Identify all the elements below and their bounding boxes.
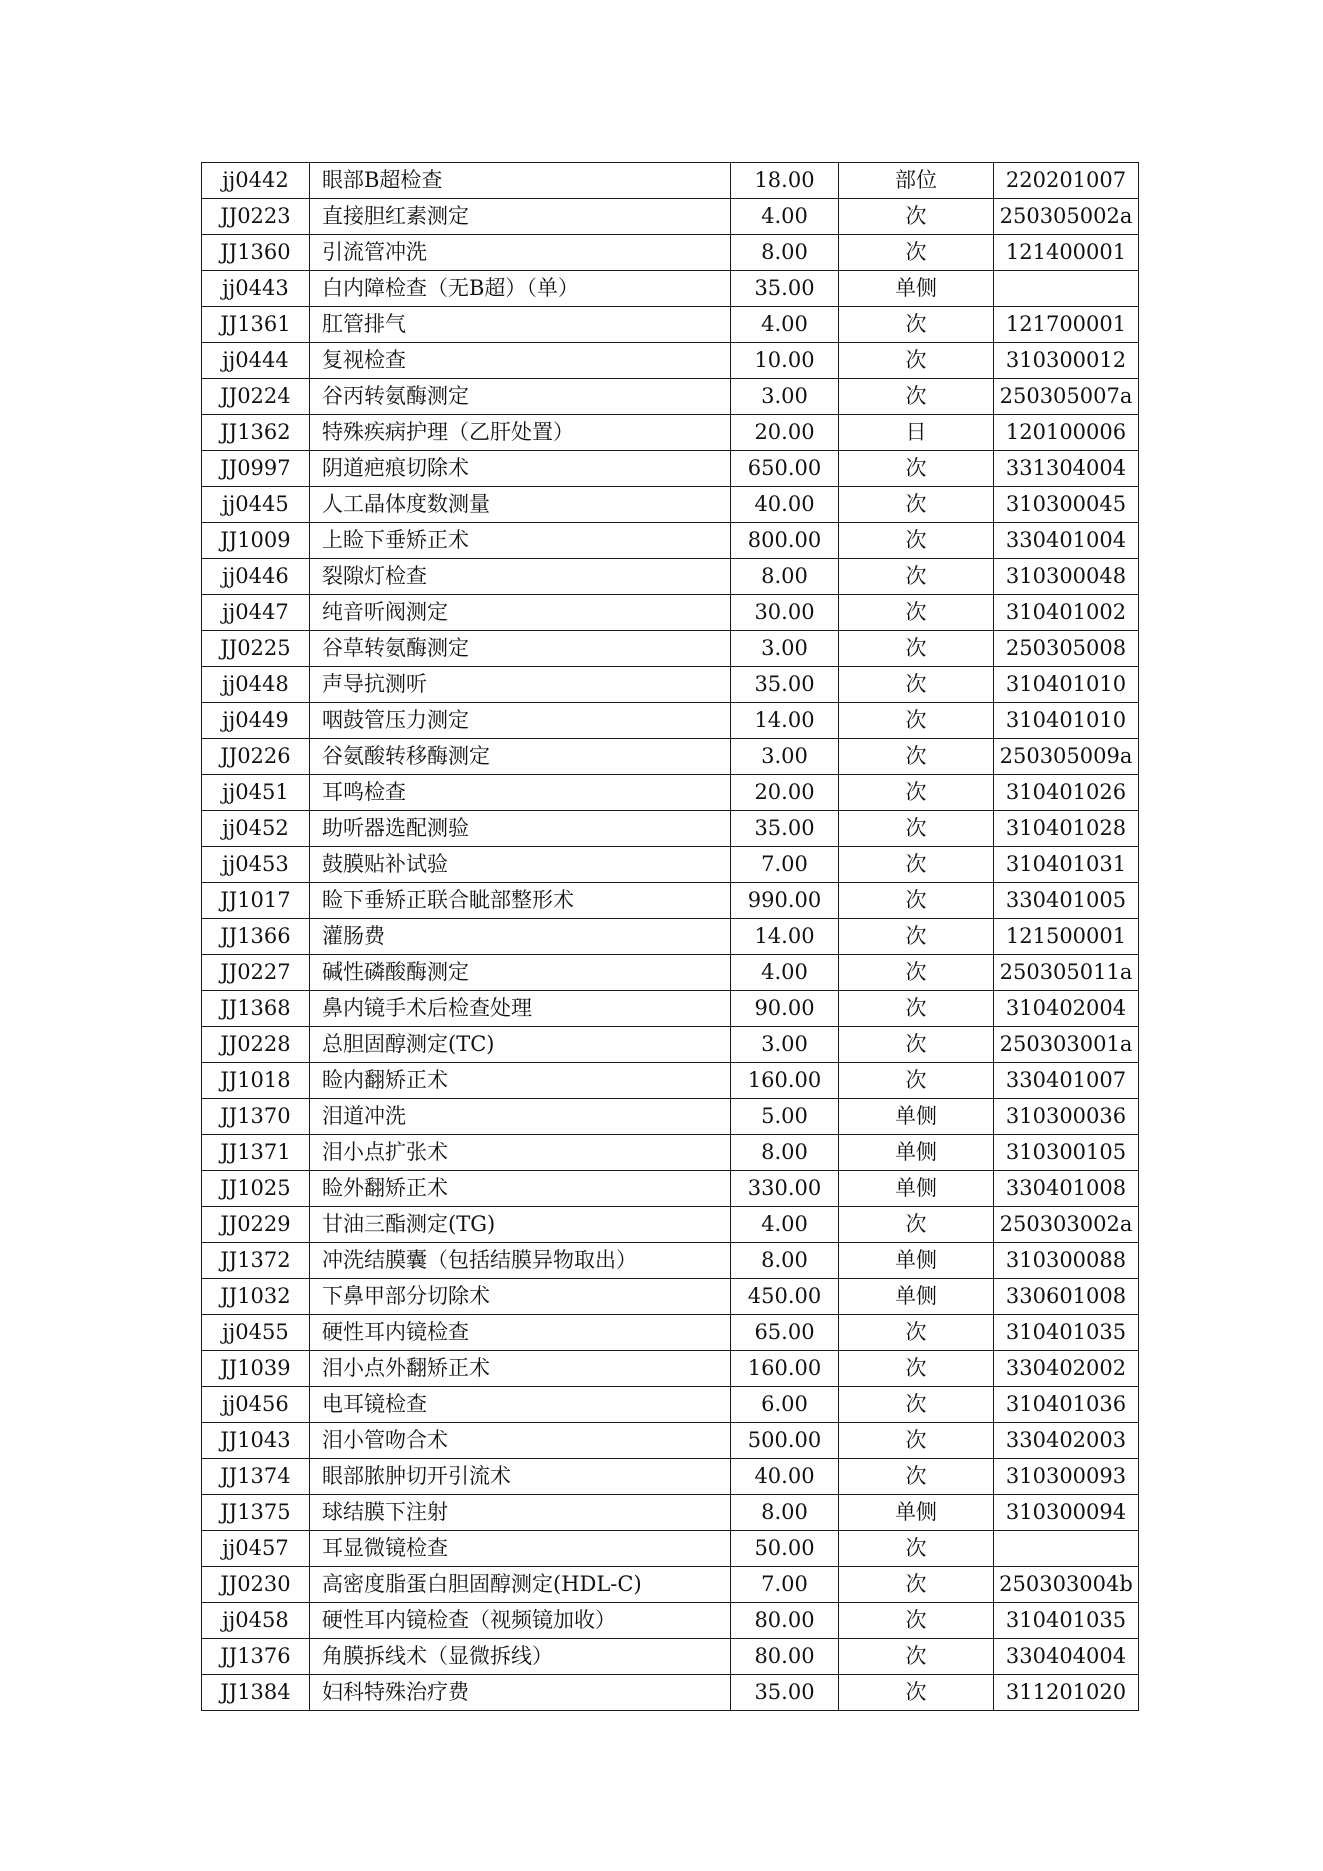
price-cell: 80.00 — [731, 1639, 839, 1675]
item-code-cell: jj0448 — [202, 667, 310, 703]
standard-code-cell: 250303002a — [994, 1207, 1139, 1243]
table-row — [202, 1675, 1139, 1711]
table-row — [202, 991, 1139, 1027]
unit-cell: 次 — [839, 775, 994, 811]
table-row — [202, 1027, 1139, 1063]
price-cell: 160.00 — [731, 1063, 839, 1099]
price-cell: 3.00 — [731, 739, 839, 775]
price-cell: 4.00 — [731, 199, 839, 235]
item-code-cell: jj0455 — [202, 1315, 310, 1351]
unit-cell: 次 — [839, 1531, 994, 1567]
unit-cell: 次 — [839, 1639, 994, 1675]
standard-code-cell: 250305007a — [994, 379, 1139, 415]
unit-cell: 次 — [839, 451, 994, 487]
unit-cell: 次 — [839, 631, 994, 667]
item-name-cell: 耳鸣检查 — [310, 775, 731, 811]
price-cell: 20.00 — [731, 775, 839, 811]
price-cell: 990.00 — [731, 883, 839, 919]
standard-code-cell: 310401026 — [994, 775, 1139, 811]
unit-cell: 次 — [839, 1423, 994, 1459]
table-row — [202, 1315, 1139, 1351]
standard-code-cell: 330401008 — [994, 1171, 1139, 1207]
price-cell: 650.00 — [731, 451, 839, 487]
item-name-cell: 睑下垂矫正联合眦部整形术 — [310, 883, 731, 919]
price-cell: 5.00 — [731, 1099, 839, 1135]
standard-code-cell — [994, 271, 1139, 307]
item-code-cell: JJ1368 — [202, 991, 310, 1027]
item-name-cell: 妇科特殊治疗费 — [310, 1675, 731, 1711]
price-cell: 80.00 — [731, 1603, 839, 1639]
item-name-cell: 引流管冲洗 — [310, 235, 731, 271]
unit-cell: 次 — [839, 1675, 994, 1711]
standard-code-cell: 121400001 — [994, 235, 1139, 271]
item-code-cell: JJ1384 — [202, 1675, 310, 1711]
standard-code-cell: 310402004 — [994, 991, 1139, 1027]
item-code-cell: JJ1009 — [202, 523, 310, 559]
table-row — [202, 235, 1139, 271]
price-cell: 330.00 — [731, 1171, 839, 1207]
table-row — [202, 1459, 1139, 1495]
item-code-cell: JJ0227 — [202, 955, 310, 991]
unit-cell: 次 — [839, 199, 994, 235]
table-row — [202, 1279, 1139, 1315]
standard-code-cell: 250305009a — [994, 739, 1139, 775]
item-code-cell: JJ0224 — [202, 379, 310, 415]
item-name-cell: 谷丙转氨酶测定 — [310, 379, 731, 415]
price-cell: 35.00 — [731, 667, 839, 703]
price-cell: 14.00 — [731, 919, 839, 955]
unit-cell: 次 — [839, 919, 994, 955]
unit-cell: 次 — [839, 523, 994, 559]
item-code-cell: jj0442 — [202, 163, 310, 199]
item-code-cell: jj0456 — [202, 1387, 310, 1423]
item-code-cell: jj0449 — [202, 703, 310, 739]
table-row — [202, 955, 1139, 991]
table-row — [202, 199, 1139, 235]
item-name-cell: 特殊疾病护理（乙肝处置） — [310, 415, 731, 451]
unit-cell: 次 — [839, 559, 994, 595]
item-name-cell: 复视检查 — [310, 343, 731, 379]
item-name-cell: 阴道疤痕切除术 — [310, 451, 731, 487]
item-name-cell: 总胆固醇测定(TC) — [310, 1027, 731, 1063]
standard-code-cell: 250303004b — [994, 1567, 1139, 1603]
unit-cell: 次 — [839, 235, 994, 271]
table-row — [202, 451, 1139, 487]
unit-cell: 单侧 — [839, 1243, 994, 1279]
item-code-cell: JJ0997 — [202, 451, 310, 487]
item-code-cell: JJ1043 — [202, 1423, 310, 1459]
item-name-cell: 咽鼓管压力测定 — [310, 703, 731, 739]
item-name-cell: 眼部B超检查 — [310, 163, 731, 199]
item-code-cell: JJ0229 — [202, 1207, 310, 1243]
item-name-cell: 冲洗结膜囊（包括结膜异物取出） — [310, 1243, 731, 1279]
table-row — [202, 1351, 1139, 1387]
table-row — [202, 595, 1139, 631]
table-row — [202, 1567, 1139, 1603]
standard-code-cell: 310401031 — [994, 847, 1139, 883]
table-row — [202, 379, 1139, 415]
price-cell: 8.00 — [731, 1135, 839, 1171]
item-code-cell: JJ1032 — [202, 1279, 310, 1315]
table-row — [202, 343, 1139, 379]
table-row — [202, 1495, 1139, 1531]
item-name-cell: 泪小点外翻矫正术 — [310, 1351, 731, 1387]
unit-cell: 次 — [839, 1603, 994, 1639]
table-row — [202, 1639, 1139, 1675]
standard-code-cell: 250303001a — [994, 1027, 1139, 1063]
item-name-cell: 球结膜下注射 — [310, 1495, 731, 1531]
table-row — [202, 775, 1139, 811]
item-code-cell: jj0452 — [202, 811, 310, 847]
standard-code-cell: 310401002 — [994, 595, 1139, 631]
standard-code-cell: 310401035 — [994, 1315, 1139, 1351]
standard-code-cell: 330401004 — [994, 523, 1139, 559]
item-code-cell: JJ1360 — [202, 235, 310, 271]
item-name-cell: 纯音听阀测定 — [310, 595, 731, 631]
item-code-cell: jj0458 — [202, 1603, 310, 1639]
item-code-cell: JJ1374 — [202, 1459, 310, 1495]
item-code-cell: jj0444 — [202, 343, 310, 379]
unit-cell: 次 — [839, 1459, 994, 1495]
table-row — [202, 163, 1139, 199]
item-name-cell: 高密度脂蛋白胆固醇测定(HDL-C) — [310, 1567, 731, 1603]
standard-code-cell: 310300012 — [994, 343, 1139, 379]
price-cell: 40.00 — [731, 487, 839, 523]
item-name-cell: 耳显微镜检查 — [310, 1531, 731, 1567]
item-code-cell: JJ1371 — [202, 1135, 310, 1171]
standard-code-cell: 310401036 — [994, 1387, 1139, 1423]
item-name-cell: 泪小点扩张术 — [310, 1135, 731, 1171]
item-code-cell: JJ1362 — [202, 415, 310, 451]
item-code-cell: JJ1375 — [202, 1495, 310, 1531]
item-name-cell: 下鼻甲部分切除术 — [310, 1279, 731, 1315]
table-row — [202, 703, 1139, 739]
table-row — [202, 847, 1139, 883]
unit-cell: 次 — [839, 1027, 994, 1063]
item-code-cell: JJ1372 — [202, 1243, 310, 1279]
table-row — [202, 1171, 1139, 1207]
table-row — [202, 271, 1139, 307]
standard-code-cell: 250305008 — [994, 631, 1139, 667]
fee-table — [201, 162, 1139, 1711]
price-cell: 35.00 — [731, 1675, 839, 1711]
standard-code-cell: 330401007 — [994, 1063, 1139, 1099]
price-cell: 4.00 — [731, 955, 839, 991]
unit-cell: 次 — [839, 811, 994, 847]
standard-code-cell: 121500001 — [994, 919, 1139, 955]
standard-code-cell: 310300045 — [994, 487, 1139, 523]
unit-cell: 日 — [839, 415, 994, 451]
item-name-cell: 裂隙灯检查 — [310, 559, 731, 595]
standard-code-cell: 310401035 — [994, 1603, 1139, 1639]
price-cell: 10.00 — [731, 343, 839, 379]
price-cell: 18.00 — [731, 163, 839, 199]
item-name-cell: 角膜拆线术（显微拆线） — [310, 1639, 731, 1675]
price-cell: 35.00 — [731, 271, 839, 307]
table-row — [202, 883, 1139, 919]
item-name-cell: 灌肠费 — [310, 919, 731, 955]
price-cell: 8.00 — [731, 559, 839, 595]
table-row — [202, 667, 1139, 703]
standard-code-cell: 250305002a — [994, 199, 1139, 235]
item-name-cell: 电耳镜检查 — [310, 1387, 731, 1423]
unit-cell: 次 — [839, 343, 994, 379]
item-code-cell: JJ0225 — [202, 631, 310, 667]
unit-cell: 次 — [839, 1063, 994, 1099]
price-cell: 50.00 — [731, 1531, 839, 1567]
standard-code-cell: 121700001 — [994, 307, 1139, 343]
item-name-cell: 肛管排气 — [310, 307, 731, 343]
item-code-cell: jj0443 — [202, 271, 310, 307]
standard-code-cell: 310401010 — [994, 703, 1139, 739]
unit-cell: 次 — [839, 307, 994, 343]
table-row — [202, 1135, 1139, 1171]
price-cell: 20.00 — [731, 415, 839, 451]
fee-table-body — [202, 163, 1139, 1711]
item-name-cell: 助听器选配测验 — [310, 811, 731, 847]
price-cell: 450.00 — [731, 1279, 839, 1315]
standard-code-cell: 331304004 — [994, 451, 1139, 487]
item-name-cell: 泪小管吻合术 — [310, 1423, 731, 1459]
standard-code-cell: 310401010 — [994, 667, 1139, 703]
unit-cell: 次 — [839, 847, 994, 883]
unit-cell: 次 — [839, 1315, 994, 1351]
table-row — [202, 739, 1139, 775]
table-row — [202, 631, 1139, 667]
item-code-cell: jj0457 — [202, 1531, 310, 1567]
item-code-cell: JJ0228 — [202, 1027, 310, 1063]
price-cell: 35.00 — [731, 811, 839, 847]
price-cell: 7.00 — [731, 847, 839, 883]
price-cell: 4.00 — [731, 1207, 839, 1243]
price-cell: 3.00 — [731, 379, 839, 415]
standard-code-cell: 330401005 — [994, 883, 1139, 919]
item-code-cell: JJ0230 — [202, 1567, 310, 1603]
unit-cell: 次 — [839, 667, 994, 703]
item-code-cell: JJ0226 — [202, 739, 310, 775]
item-code-cell: JJ1376 — [202, 1639, 310, 1675]
price-cell: 4.00 — [731, 307, 839, 343]
price-cell: 14.00 — [731, 703, 839, 739]
standard-code-cell: 250305011a — [994, 955, 1139, 991]
price-cell: 8.00 — [731, 235, 839, 271]
unit-cell: 次 — [839, 1387, 994, 1423]
unit-cell: 次 — [839, 595, 994, 631]
price-cell: 8.00 — [731, 1495, 839, 1531]
item-code-cell: JJ1018 — [202, 1063, 310, 1099]
price-cell: 160.00 — [731, 1351, 839, 1387]
standard-code-cell: 310300036 — [994, 1099, 1139, 1135]
item-name-cell: 硬性耳内镜检查 — [310, 1315, 731, 1351]
item-name-cell: 直接胆红素测定 — [310, 199, 731, 235]
item-name-cell: 泪道冲洗 — [310, 1099, 731, 1135]
item-name-cell: 上睑下垂矫正术 — [310, 523, 731, 559]
standard-code-cell: 220201007 — [994, 163, 1139, 199]
item-name-cell: 睑外翻矫正术 — [310, 1171, 731, 1207]
standard-code-cell: 330402003 — [994, 1423, 1139, 1459]
price-cell: 40.00 — [731, 1459, 839, 1495]
item-code-cell: jj0445 — [202, 487, 310, 523]
table-row — [202, 1423, 1139, 1459]
standard-code-cell: 330402002 — [994, 1351, 1139, 1387]
table-row — [202, 1531, 1139, 1567]
standard-code-cell: 310300094 — [994, 1495, 1139, 1531]
table-row — [202, 559, 1139, 595]
item-code-cell: JJ1025 — [202, 1171, 310, 1207]
item-code-cell: jj0446 — [202, 559, 310, 595]
item-code-cell: JJ1039 — [202, 1351, 310, 1387]
unit-cell: 次 — [839, 703, 994, 739]
price-cell: 3.00 — [731, 631, 839, 667]
price-cell: 30.00 — [731, 595, 839, 631]
item-code-cell: JJ1366 — [202, 919, 310, 955]
unit-cell: 次 — [839, 955, 994, 991]
table-row — [202, 1603, 1139, 1639]
table-row — [202, 415, 1139, 451]
table-row — [202, 307, 1139, 343]
standard-code-cell: 310300088 — [994, 1243, 1139, 1279]
unit-cell: 次 — [839, 379, 994, 415]
price-cell: 800.00 — [731, 523, 839, 559]
table-row — [202, 523, 1139, 559]
standard-code-cell: 330601008 — [994, 1279, 1139, 1315]
price-cell: 500.00 — [731, 1423, 839, 1459]
item-code-cell: JJ0223 — [202, 199, 310, 235]
price-cell: 6.00 — [731, 1387, 839, 1423]
price-cell: 8.00 — [731, 1243, 839, 1279]
item-name-cell: 谷草转氨酶测定 — [310, 631, 731, 667]
item-code-cell: JJ1370 — [202, 1099, 310, 1135]
table-row — [202, 1243, 1139, 1279]
unit-cell: 次 — [839, 1567, 994, 1603]
unit-cell: 单侧 — [839, 1099, 994, 1135]
standard-code-cell: 310300048 — [994, 559, 1139, 595]
table-row — [202, 811, 1139, 847]
item-name-cell: 人工晶体度数测量 — [310, 487, 731, 523]
item-name-cell: 鼻内镜手术后检查处理 — [310, 991, 731, 1027]
item-code-cell: JJ1017 — [202, 883, 310, 919]
unit-cell: 单侧 — [839, 271, 994, 307]
unit-cell: 次 — [839, 1207, 994, 1243]
table-row — [202, 919, 1139, 955]
unit-cell: 次 — [839, 883, 994, 919]
item-name-cell: 声导抗测听 — [310, 667, 731, 703]
standard-code-cell: 310300093 — [994, 1459, 1139, 1495]
price-cell: 3.00 — [731, 1027, 839, 1063]
item-code-cell: jj0453 — [202, 847, 310, 883]
item-name-cell: 睑内翻矫正术 — [310, 1063, 731, 1099]
item-name-cell: 甘油三酯测定(TG) — [310, 1207, 731, 1243]
unit-cell: 次 — [839, 1351, 994, 1387]
standard-code-cell: 330404004 — [994, 1639, 1139, 1675]
item-name-cell: 谷氨酸转移酶测定 — [310, 739, 731, 775]
unit-cell: 次 — [839, 487, 994, 523]
table-row — [202, 1099, 1139, 1135]
table-row — [202, 1063, 1139, 1099]
table-row — [202, 1207, 1139, 1243]
item-name-cell: 鼓膜贴补试验 — [310, 847, 731, 883]
standard-code-cell — [994, 1531, 1139, 1567]
price-cell: 90.00 — [731, 991, 839, 1027]
unit-cell: 次 — [839, 991, 994, 1027]
item-code-cell: jj0451 — [202, 775, 310, 811]
item-code-cell: JJ1361 — [202, 307, 310, 343]
item-name-cell: 碱性磷酸酶测定 — [310, 955, 731, 991]
standard-code-cell: 310300105 — [994, 1135, 1139, 1171]
table-row — [202, 487, 1139, 523]
unit-cell: 单侧 — [839, 1495, 994, 1531]
table-row — [202, 1387, 1139, 1423]
unit-cell: 单侧 — [839, 1279, 994, 1315]
item-name-cell: 白内障检查（无B超）（单） — [310, 271, 731, 307]
item-name-cell: 眼部脓肿切开引流术 — [310, 1459, 731, 1495]
item-name-cell: 硬性耳内镜检查（视频镜加收） — [310, 1603, 731, 1639]
unit-cell: 次 — [839, 739, 994, 775]
item-code-cell: jj0447 — [202, 595, 310, 631]
unit-cell: 部位 — [839, 163, 994, 199]
standard-code-cell: 310401028 — [994, 811, 1139, 847]
standard-code-cell: 120100006 — [994, 415, 1139, 451]
price-cell: 7.00 — [731, 1567, 839, 1603]
unit-cell: 单侧 — [839, 1135, 994, 1171]
standard-code-cell: 311201020 — [994, 1675, 1139, 1711]
unit-cell: 单侧 — [839, 1171, 994, 1207]
price-cell: 65.00 — [731, 1315, 839, 1351]
